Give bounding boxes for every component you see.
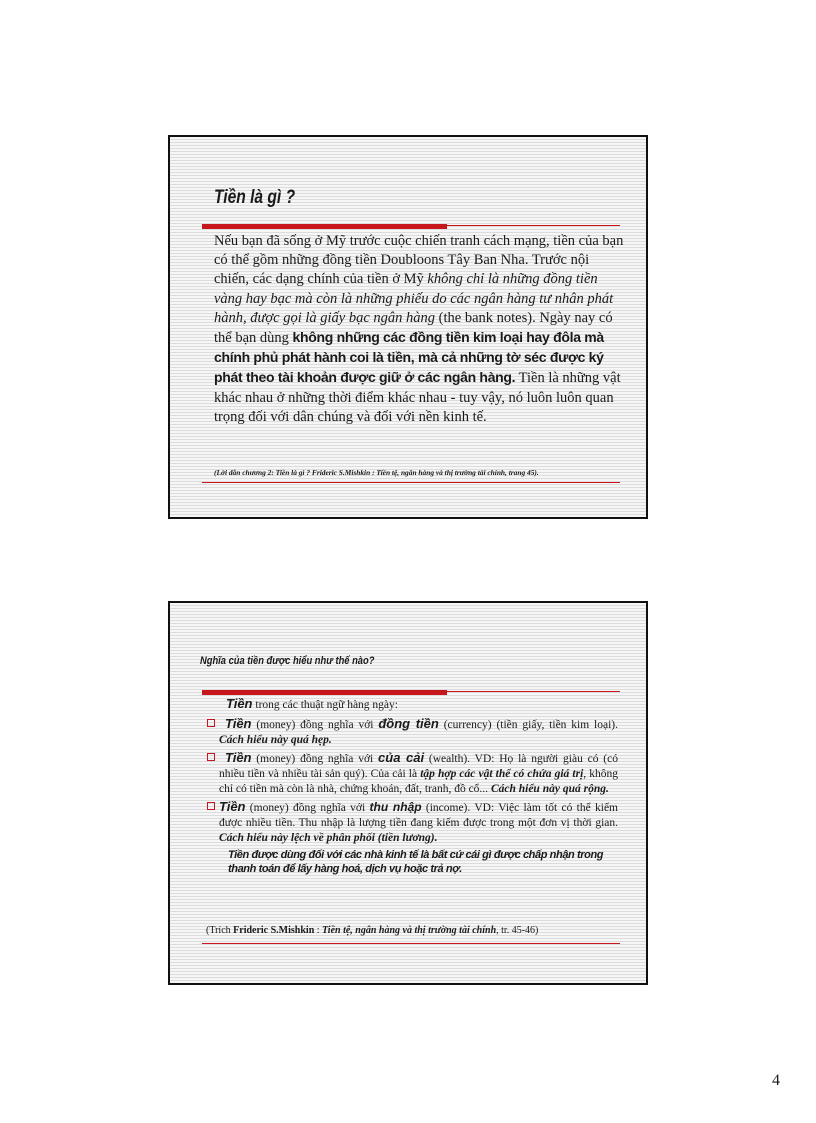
citation-text: , tr. 45-46)	[496, 925, 539, 936]
intro-line	[192, 696, 618, 713]
slide-1-citation: (Lời dẫn chương 2: Tiền là gì ? Frideric S.Mishkin : Tiền tệ, ngân hàng và thị trường tài chính, trang 45).	[214, 468, 539, 477]
bullet-text: (money) đồng nghĩa với	[251, 719, 379, 731]
citation-book: Tiền tệ, ngân hàng và thị trường tài chính	[322, 925, 497, 936]
square-bullet-icon	[207, 753, 215, 761]
slide-2-body	[192, 696, 618, 876]
bullet-judgement: Cách hiểu này lệch về phân phối (tiền lương).	[219, 832, 438, 844]
bullet-text: , không chỉ có tiền mà còn là nhà, chứng khoán, đất, tranh, đồ cổ...	[219, 768, 618, 795]
citation-text: (Trích	[206, 925, 234, 936]
bullet-text: (wealth). VD: Họ là người giàu có (có nhiều tiền và nhiều tài sản quý). Của cải là	[219, 753, 618, 780]
slide-1-paragraph	[214, 232, 626, 427]
bullet-text: (money) đồng nghĩa với	[251, 753, 379, 765]
slide-2-title: Nghĩa của tiền được hiểu như thế nào?	[200, 655, 375, 667]
paragraph-italic: không chỉ là những đồng tiền vàng hay bạc mà còn là những phiếu do các ngân hàng tư nhân phát hành, được gọi là giấy bạc ngân hàng	[214, 271, 614, 326]
square-bullet-icon	[207, 719, 215, 727]
paragraph-text-2: (the bank notes). Ngày nay có thể bạn dùng	[214, 309, 613, 347]
bullet-term: đồng tiền	[378, 716, 439, 731]
bullet-text: (money) đồng nghĩa với	[245, 802, 370, 814]
bullet-text: (currency) (tiền giấy, tiền kim loại).	[438, 719, 618, 731]
list-item	[192, 716, 618, 748]
title-underline-thin	[202, 225, 620, 226]
bullet-keyword: Tiền	[225, 716, 252, 731]
square-bullet-icon	[207, 802, 215, 810]
intro-keyword: Tiền	[226, 696, 253, 711]
economist-definition: Tiền được dùng đối với các nhà kinh tế là bất cứ cái gì được chấp nhận trong thanh toán để lấy hàng hoá, dịch vụ hoặc trả nợ.	[228, 849, 604, 875]
slide-2-citation	[206, 925, 626, 936]
bullet-term: thu nhập	[369, 800, 422, 814]
bullet-term: của cải	[378, 750, 425, 765]
bullet-term-2: tập hợp các vật thể có chứa giá trị	[420, 768, 584, 780]
bullet-keyword: Tiền	[219, 799, 246, 814]
paragraph-text-1: Nếu bạn đã sống ở Mỹ trước cuộc chiến tranh cách mạng, tiền của bạn có thể gồm những đồng tiền Doubloons Tây Ban Nha. Trước nội chiến, các dạng chính của tiền ở Mỹ	[214, 233, 624, 288]
paragraph-text-3: Tiền là những vật khác nhau ở những thời điểm khác nhau - tuy vậy, nó luôn luôn quan trọng đối với dân chúng và đối với nền kinh tế.	[214, 370, 621, 425]
bullet-judgement: Cách hiểu này quá hẹp.	[219, 734, 332, 746]
bullet-keyword: Tiền	[225, 750, 252, 765]
list-item	[192, 799, 618, 846]
paragraph-bold: không những các đồng tiền kim loại hay đôla mà chính phủ phát hành coi là tiền, mà cả những tờ séc được ký phát theo tài khoản được giữ ở các ngân hàng.	[214, 329, 604, 386]
title-underline-thin	[202, 691, 620, 692]
list-item	[192, 750, 618, 797]
bottom-rule	[202, 482, 620, 483]
bottom-rule	[202, 943, 620, 944]
citation-text: :	[314, 925, 323, 936]
slide-1	[168, 135, 648, 519]
bullet-text: (income). VD: Việc làm tốt có thể kiếm được nhiều tiền. Thu nhập là lượng tiền đang kiếm được trong một đơn vị thời gian.	[219, 802, 618, 829]
citation-author: Frideric S.Mishkin	[233, 925, 315, 936]
slide-2	[168, 601, 648, 985]
bullet-judgement: Cách hiểu này quá rộng.	[490, 783, 609, 795]
slide-1-title: Tiền là gì ?	[214, 187, 296, 208]
page-number: 4	[772, 1072, 780, 1089]
intro-text: trong các thuật ngữ hàng ngày:	[252, 699, 398, 711]
